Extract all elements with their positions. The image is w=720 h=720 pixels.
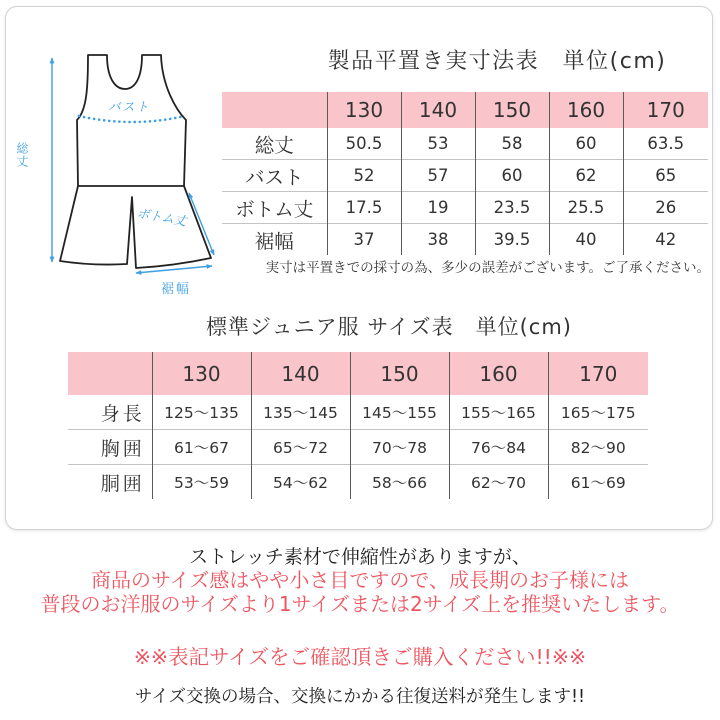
value-cell: 165～175 — [548, 395, 648, 430]
value-cell: 58 — [475, 128, 549, 160]
size-header-cell: 150 — [475, 92, 549, 128]
table-row — [222, 192, 708, 224]
size-header-cell: 150 — [350, 352, 449, 395]
size-header-row — [222, 92, 708, 128]
bust-measure-line — [79, 116, 185, 122]
tank-top-outline — [77, 55, 186, 186]
value-cell: 37 — [327, 224, 401, 256]
size-header-cell: 140 — [401, 92, 475, 128]
total-length-label: 総丈 — [15, 142, 29, 168]
size-header-cell: 170 — [548, 352, 648, 395]
value-cell: 19 — [401, 192, 475, 224]
value-cell: 53～59 — [152, 465, 251, 500]
value-cell: 76～84 — [449, 430, 548, 465]
bottom-length-arrow — [189, 193, 214, 255]
row-label: 胴囲 — [68, 465, 152, 500]
value-cell: 145～155 — [350, 395, 449, 430]
value-cell: 61～69 — [548, 465, 648, 500]
table-body — [222, 128, 708, 255]
bust-label: バスト — [108, 99, 151, 114]
fit-warning-line-1: 商品のサイズ感はやや小さ目ですので、成長期のお子様には — [91, 568, 629, 592]
size-header-cell: 140 — [251, 352, 350, 395]
value-cell: 135～145 — [251, 395, 350, 430]
row-label: バスト — [222, 160, 327, 192]
table-row — [222, 160, 708, 192]
row-label: ボトム丈 — [222, 192, 327, 224]
junior-table-title: 標準ジュニア服 サイズ表 単位(cm) — [206, 315, 572, 339]
size-header-cell: 170 — [623, 92, 708, 128]
value-cell: 61～67 — [152, 430, 251, 465]
value-cell: 82～90 — [548, 430, 648, 465]
row-label: 身長 — [100, 402, 145, 425]
value-cell: 40 — [549, 224, 623, 256]
value-cell: 62 — [549, 160, 623, 192]
value-cell: 62～70 — [449, 465, 548, 500]
measurement-note: 実寸は平置きでの採寸の為、多少の誤差がございます。ご了承ください。 — [265, 260, 710, 276]
size-header-cell: 130 — [327, 92, 401, 128]
fit-warning-line-2: 普段のお洋服のサイズより1サイズまたは2サイズ上を推奨いたします。 — [40, 592, 680, 616]
confirm-size-notice: ※※表記サイズをご確認頂きご購入ください!!※※ — [133, 645, 587, 669]
shorts-outline — [60, 186, 211, 268]
value-cell: 50.5 — [327, 128, 401, 160]
value-cell: 23.5 — [475, 192, 549, 224]
size-header-cell: 160 — [449, 352, 548, 395]
value-cell: 125～135 — [152, 395, 251, 430]
table-header — [222, 92, 708, 128]
table-row — [68, 465, 648, 500]
value-cell: 57 — [401, 160, 475, 192]
table-body — [68, 395, 648, 499]
value-cell: 63.5 — [623, 128, 708, 160]
garment-size-table — [222, 92, 708, 255]
value-cell: 26 — [623, 192, 708, 224]
value-cell: 17.5 — [327, 192, 401, 224]
value-cell: 65 — [623, 160, 708, 192]
table-row — [222, 224, 708, 256]
value-cell: 155～165 — [449, 395, 548, 430]
table-row — [68, 395, 648, 430]
bottom-length-label: ボトム丈 — [135, 205, 188, 229]
header-corner-cell — [68, 352, 152, 395]
value-cell: 39.5 — [475, 224, 549, 256]
value-cell: 52 — [327, 160, 401, 192]
garment-table-title: 製品平置き実寸法表 単位(cm) — [327, 49, 667, 74]
value-cell: 58～66 — [350, 465, 449, 500]
row-label: 裾幅 — [222, 224, 327, 256]
junior-size-table — [68, 352, 648, 499]
hem-width-label: 裾幅 — [161, 282, 192, 297]
value-cell: 25.5 — [549, 192, 623, 224]
row-label: 総丈 — [254, 133, 294, 157]
header-corner-cell — [222, 92, 327, 128]
value-cell: 60 — [475, 160, 549, 192]
table-row — [222, 128, 708, 160]
table-header — [68, 352, 648, 395]
value-cell: 60 — [549, 128, 623, 160]
stretch-notice: ストレッチ素材で伸縮性がありますが、 — [189, 546, 531, 568]
table-row — [68, 430, 648, 465]
value-cell: 65～72 — [251, 430, 350, 465]
value-cell: 42 — [623, 224, 708, 256]
row-label: 胸囲 — [68, 430, 152, 465]
value-cell: 70～78 — [350, 430, 449, 465]
exchange-shipping-notice: サイズ交換の場合、交換にかかる往復送料が発生します!! — [134, 687, 586, 707]
size-header-cell: 160 — [549, 92, 623, 128]
value-cell: 38 — [401, 224, 475, 256]
size-header-cell: 130 — [152, 352, 251, 395]
size-header-row — [68, 352, 648, 395]
value-cell: 53 — [401, 128, 475, 160]
value-cell: 54～62 — [251, 465, 350, 500]
